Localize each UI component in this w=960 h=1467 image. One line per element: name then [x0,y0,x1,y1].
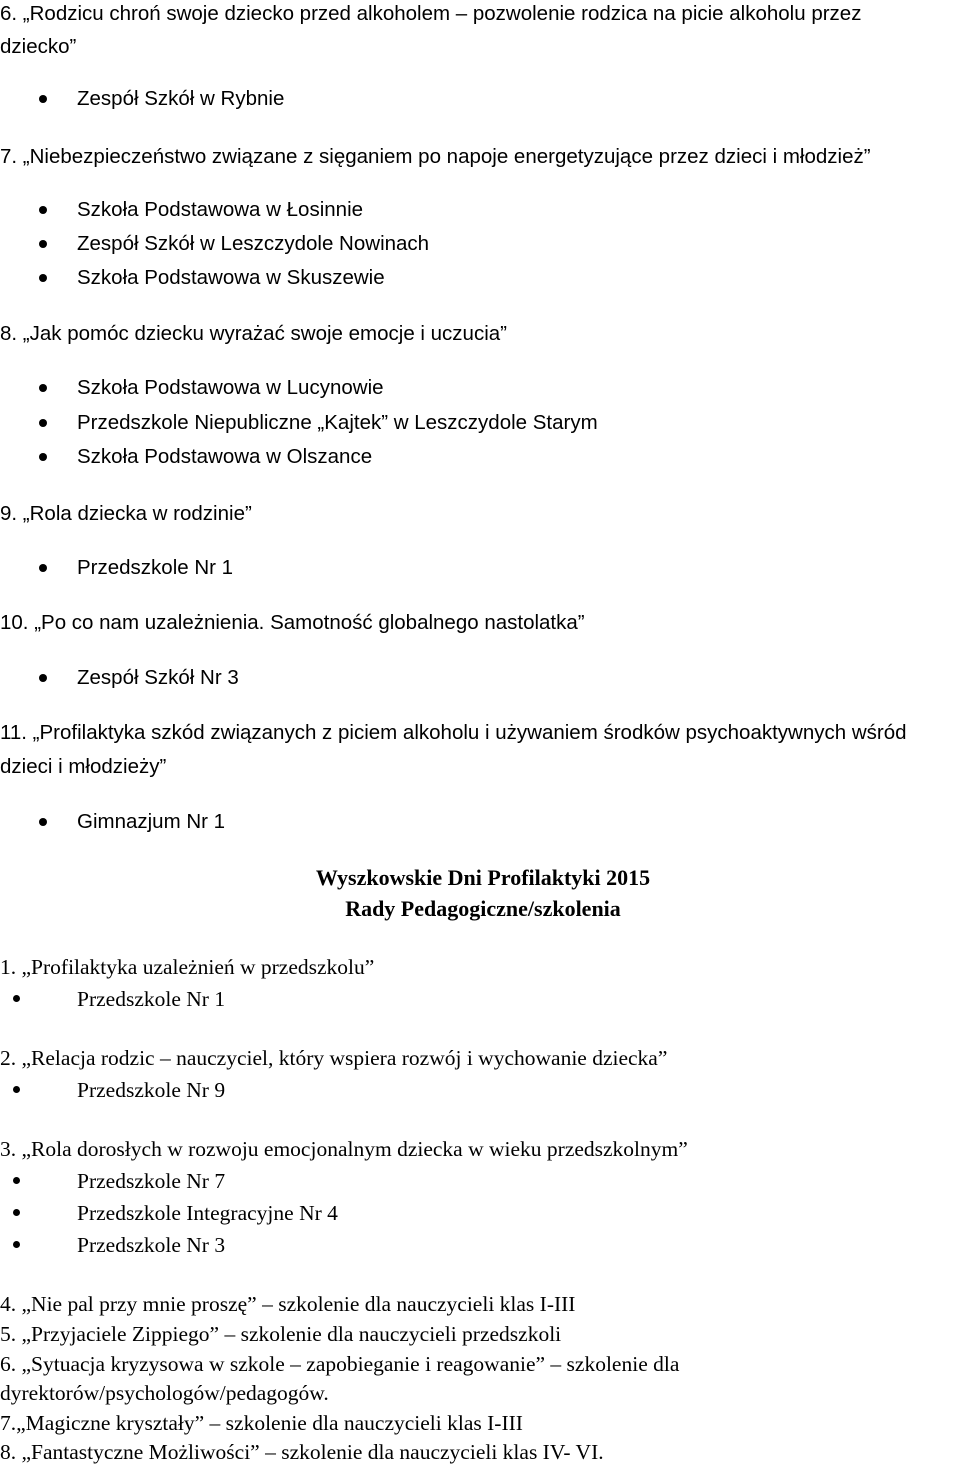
bullet-icon [13,1086,20,1093]
section-heading-line-1: Wyszkowskie Dni Profilaktyki 2015 [315,865,651,890]
bullet-icon [39,453,47,461]
bullet-icon [39,674,47,682]
list-item: Gimnazjum Nr 1 [77,810,225,834]
bullet-icon [39,240,47,248]
bullet-icon [13,1177,20,1184]
list-item: Szkoła Podstawowa w Lucynowie [77,376,384,400]
item-8-title: 8. „Jak pomóc dziecku wyrażać swoje emocje i uczucia” [0,322,507,345]
list-item: Szkoła Podstawowa w Skuszewie [77,266,385,290]
bullet-icon [39,564,47,572]
item-10-title: 10. „Po co nam uzależnienia. Samotność globalnego nastolatka” [0,611,585,634]
training-6-title-line-1: 6. „Sytuacja kryzysowa w szkole – zapobieganie i reagowanie” – szkolenie dla [0,1352,680,1376]
bullet-icon [13,1241,20,1248]
item-6-title-line-1: 6. „Rodzicu chroń swoje dziecko przed alkoholem – pozwolenie rodzica na picie alkoholu przez [0,2,862,25]
list-item: Zespół Szkół w Leszczydole Nowinach [77,232,429,256]
list-item: Przedszkole Nr 9 [77,1078,225,1102]
training-5-title: 5. „Przyjaciele Zippiego” – szkolenie dla nauczycieli przedszkoli [0,1322,562,1346]
list-item: Przedszkole Niepubliczne „Kajtek” w Leszczydole Starym [77,411,598,435]
training-4-title: 4. „Nie pal przy mnie proszę” – szkolenie dla nauczycieli klas I-III [0,1292,576,1316]
item-11-title-line-1: 11. „Profilaktyka szkód związanych z piciem alkoholu i używaniem środków psychoaktywnych wśród [0,721,907,744]
item-11-title-line-2: dzieci i młodzieży” [0,755,167,778]
training-2-title: 2. „Relacja rodzic – nauczyciel, który wspiera rozwój i wychowanie dziecka” [0,1046,668,1070]
bullet-icon [39,419,47,427]
list-item: Zespół Szkół Nr 3 [77,666,239,690]
section-heading-line-2: Rady Pedagogiczne/szkolenia [345,896,621,921]
list-item: Szkoła Podstawowa w Łosinnie [77,198,363,222]
list-item: Szkoła Podstawowa w Olszance [77,445,372,469]
bullet-icon [39,818,47,826]
bullet-icon [39,206,47,214]
training-3-title: 3. „Rola dorosłych w rozwoju emocjonalnym dziecka w wieku przedszkolnym” [0,1137,688,1161]
list-item: Przedszkole Nr 1 [77,556,233,580]
training-1-title: 1. „Profilaktyka uzależnień w przedszkolu” [0,955,375,979]
training-7-title: 7.„Magiczne kryształy” – szkolenie dla nauczycieli klas I-III [0,1411,523,1435]
list-item: Przedszkole Nr 1 [77,987,225,1011]
list-item: Zespół Szkół w Rybnie [77,87,284,111]
bullet-icon [39,95,47,103]
bullet-icon [13,995,20,1002]
list-item: Przedszkole Nr 7 [77,1169,225,1193]
item-9-title: 9. „Rola dziecka w rodzinie” [0,502,252,525]
bullet-icon [39,274,47,282]
list-item: Przedszkole Integracyjne Nr 4 [77,1201,338,1225]
training-8-title: 8. „Fantastyczne Możliwości” – szkolenie dla nauczycieli klas IV- VI. [0,1440,604,1464]
item-6-title-line-2: dziecko” [0,35,77,58]
item-7-title: 7. „Niebezpieczeństwo związane z sięganiem po napoje energetyzujące przez dzieci i młodzież” [0,145,871,168]
training-6-title-line-2: dyrektorów/psychologów/pedagogów. [0,1381,329,1405]
bullet-icon [13,1209,20,1216]
list-item: Przedszkole Nr 3 [77,1233,225,1257]
bullet-icon [39,384,47,392]
